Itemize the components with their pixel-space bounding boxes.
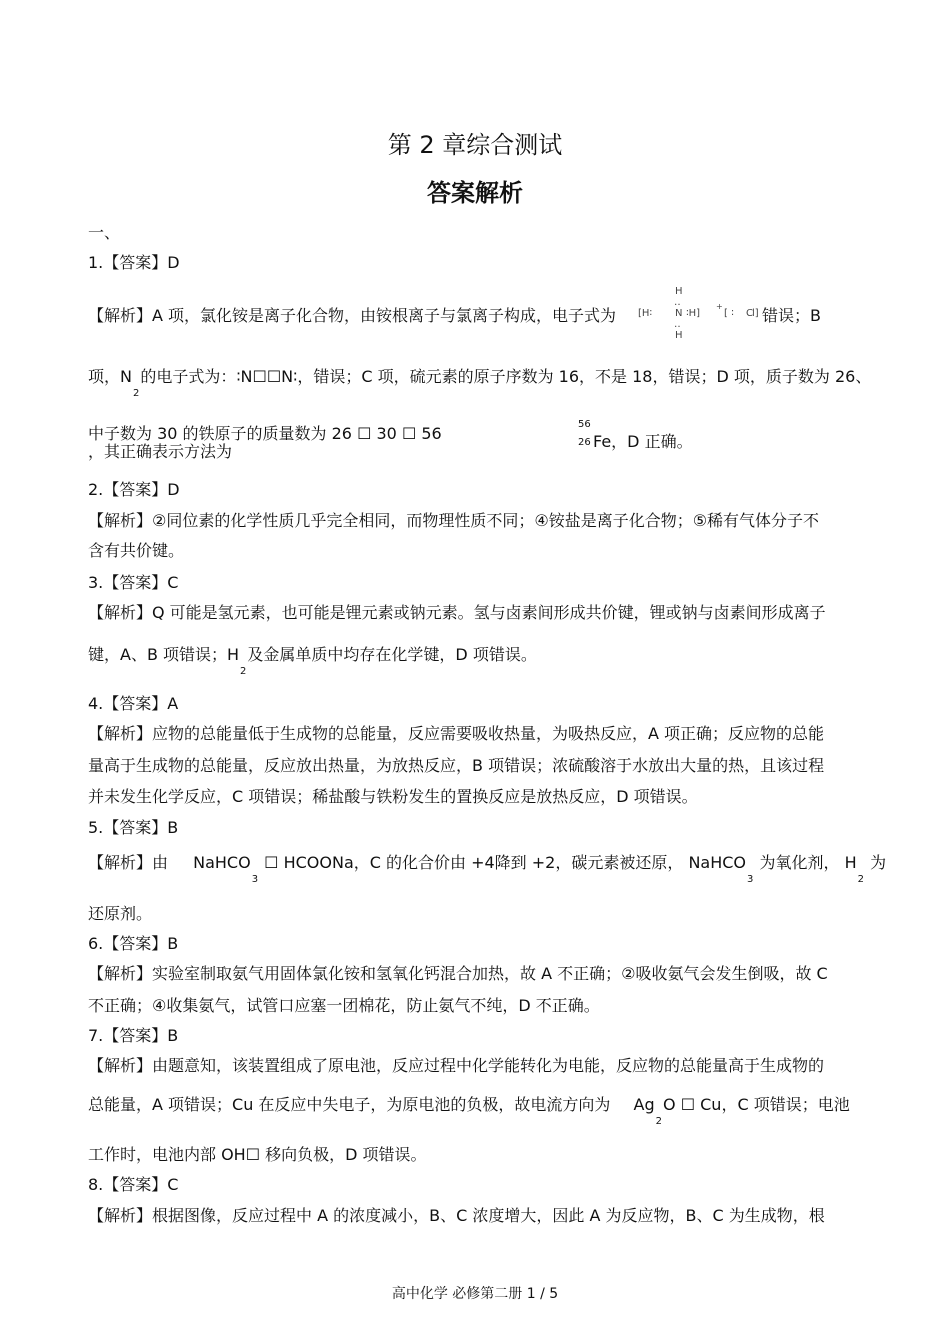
q1-line3: 中子数为 30 的铁原子的质量数为 26 ☐ 30 ☐ 56 (88, 424, 442, 443)
q3-line1: 【解析】Q 可能是氢元素，也可能是锂元素或钠元素。氢与卤素间形成共价键，锂或钠与卤素间形成离子 (88, 603, 826, 622)
page-footer: 高中化学 必修第二册 1 / 5 (391, 1286, 559, 1302)
q5-line1: 【解析】由 NaHCO$_3$ ☐ HCOONa，C 的化合价由 +4降到 +2，碳元素被还原， NaHCO$_3$ 为氧化剂， $H_2$ 为 (88, 853, 887, 885)
q5-answer: 5.【答案】B (88, 818, 179, 837)
page-title: 第 2 章综合测试 (387, 131, 563, 159)
q8-answer: 8.【答案】C (88, 1175, 179, 1194)
q1-line2: 项，$N_2$的电子式为：∶N☐☐N∶，错误；C 项，硫元素的原子序数为 16，不是 18，错误；D 项，质子数为 26、 (88, 367, 872, 399)
q7-line1: 【解析】由题意知，该装置组成了原电池，反应过程中化学能转化为电能，反应物的总能量高于生成物的 (88, 1056, 825, 1075)
q1-answer: 1.【答案】D (88, 253, 180, 272)
q6-line2: 不正确；④收集氨气，试管口应塞一团棉花，防止氨气不纯，D 不正确。 (88, 996, 600, 1015)
q3-line2: 键，A、B 项错误；$H_2$及金属单质中均存在化学键，D 项错误。 (88, 645, 537, 677)
q1-line3b: ，其正确表示方法为 (88, 442, 233, 461)
q7-line2: 总能量，A 项错误；Cu 在反应中失电子，为原电池的负极，故电流方向为 $Ag_2O$ ☐ Cu，C 项错误；电池 (88, 1095, 850, 1127)
q4-line2: 量高于生成物的总能量，反应放出热量，为放热反应，B 项错误；浓硫酸溶于水放出大量的热，且该过程 (88, 756, 825, 775)
q1-line1: 【解析】A 项，氯化铵是离子化合物，由铵根离子与氯离子构成，电子式为 (88, 306, 617, 325)
q2-answer: 2.【答案】D (88, 480, 180, 499)
q6-answer: 6.【答案】B (88, 934, 179, 953)
q6-line1: 【解析】实验室制取氨气用固体氯化铵和氢氧化钙混合加热，故 A 不正确；②吸收氨气会发生倒吸，故 C (88, 964, 828, 983)
q5-line2: 还原剂。 (88, 904, 153, 923)
section-heading: 一、 (88, 223, 121, 242)
q3-answer: 3.【答案】C (88, 573, 179, 592)
q4-answer: 4.【答案】A (88, 694, 179, 713)
q1-line1-end: 错误；B (762, 306, 821, 325)
q4-line3: 并未发生化学反应，C 项错误；稀盐酸与铁粉发生的置换反应是放热反应，D 项错误。 (88, 787, 698, 806)
ammonium-chloride-formula: H ‥ [H∶ N ∶H] + [ ∶ C l] ‥ H (638, 286, 759, 341)
q7-answer: 7.【答案】B (88, 1026, 179, 1045)
q8-line1: 【解析】根据图像，反应过程中 A 的浓度减小，B、C 浓度增大，因此 A 为反应物，B、C 为生成物，根 (88, 1206, 825, 1225)
page-subtitle: 答案解析 (427, 179, 523, 207)
q2-line1: 【解析】②同位素的化学性质几乎完全相同，而物理性质不同；④铵盐是离子化合物；⑤稀有气体分子不 (88, 511, 820, 530)
q7-line3: 工作时，电池内部 OH☐ 移向负极，D 项错误。 (88, 1145, 427, 1164)
q4-line1: 【解析】应物的总能量低于生成物的总能量，反应需要吸收热量，为吸热反应，A 项正确；反应物的总能 (88, 724, 825, 743)
q2-line2: 含有共价键。 (88, 541, 185, 560)
